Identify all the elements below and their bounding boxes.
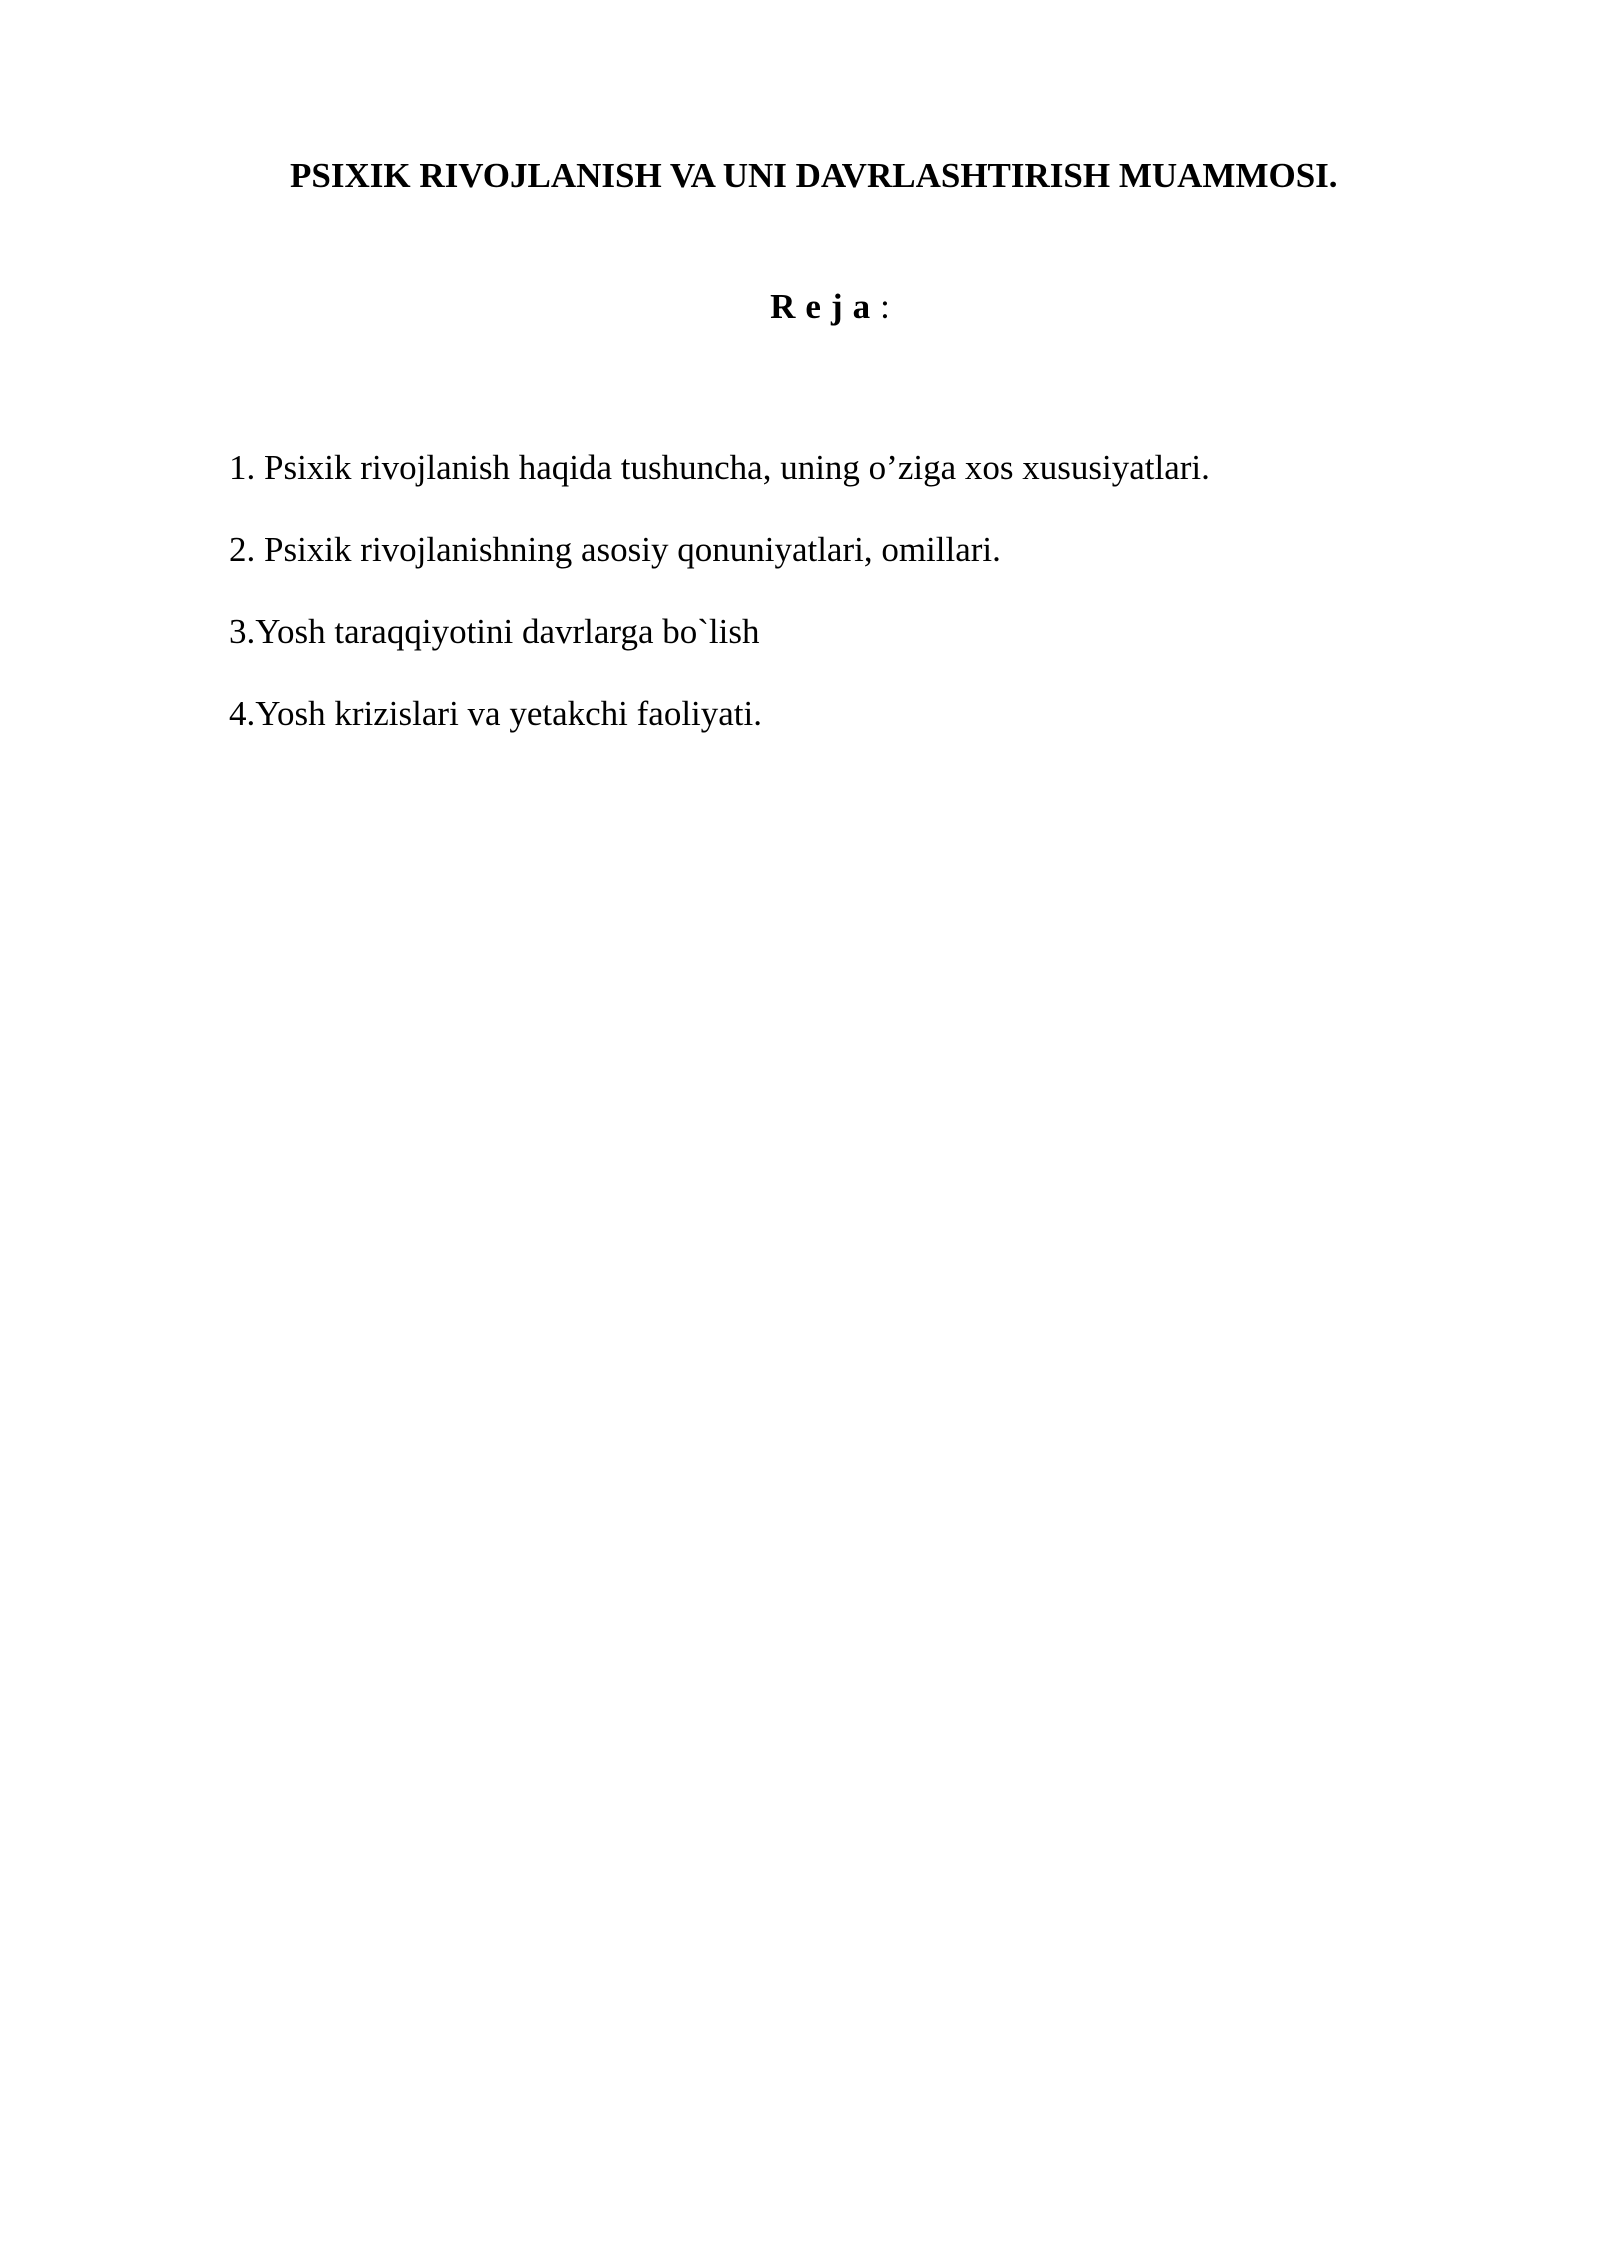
plan-heading-label: Reja	[770, 287, 881, 326]
document-title: PSIXIK RIVOJLANISH VA UNI DAVRLASHTIRISH MUAMMOSI.	[290, 156, 1338, 195]
plan-item-1: 1. Psixik rivojlanish haqida tushuncha, uning o’ziga xos xususiyatlari.	[229, 448, 1210, 487]
plan-item-2: 2. Psixik rivojlanishning asosiy qonuniyatlari, omillari.	[229, 530, 1001, 569]
plan-heading	[0, 283, 1600, 331]
plan-heading-colon: :	[880, 287, 890, 326]
plan-item-4: 4.Yosh krizislari va yetakchi faoliyati.	[229, 694, 762, 733]
plan-list	[229, 444, 1210, 772]
plan-item-3: 3.Yosh taraqqiyotini davrlarga bo`lish	[229, 612, 760, 651]
